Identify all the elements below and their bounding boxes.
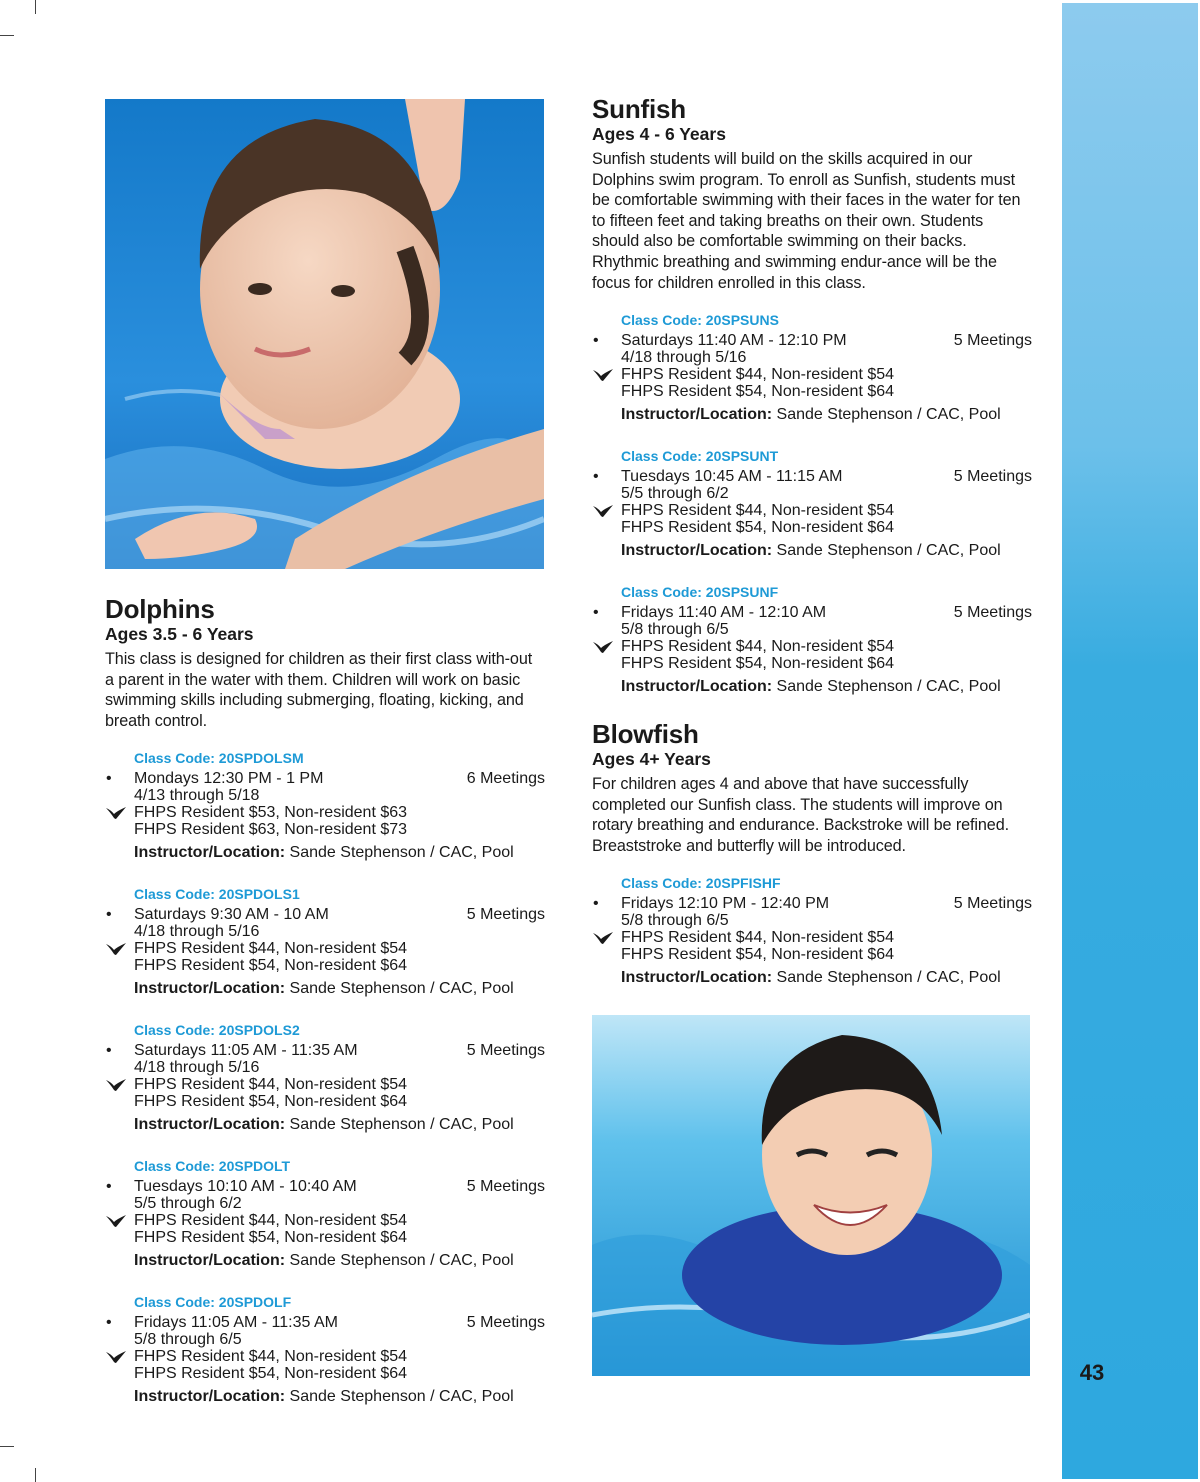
instructor-value: Sande Stephenson / CAC, Pool bbox=[285, 1388, 514, 1406]
instructor-value: Sande Stephenson / CAC, Pool bbox=[285, 1252, 514, 1270]
session-meetings: 5 Meetings bbox=[953, 332, 1032, 350]
fish-tail-icon bbox=[592, 368, 614, 382]
session-time-row bbox=[593, 604, 1032, 622]
instructor-label: Instructor/Location: bbox=[621, 406, 773, 424]
class-code: Class Code: 20SPDOLS2 bbox=[134, 1022, 300, 1039]
dolphins-description: This class is designed for children as their first class with-out a parent in the water with them. Children will work on basic swimming skills including submerging, floating, kicking, and breath control. bbox=[105, 650, 533, 730]
crop-mark bbox=[0, 35, 14, 36]
class-code: Class Code: 20SPFISHF bbox=[621, 875, 781, 892]
class-session bbox=[106, 1157, 545, 1271]
instructor-label: Instructor/Location: bbox=[134, 1388, 286, 1406]
crop-mark bbox=[0, 1446, 14, 1447]
session-meetings: 5 Meetings bbox=[466, 1314, 545, 1332]
session-meetings: 5 Meetings bbox=[953, 604, 1032, 622]
session-price-row bbox=[621, 638, 1032, 655]
session-price-1: FHPS Resident $44, Non-resident $54 bbox=[621, 638, 895, 656]
bullet-dot-icon: • bbox=[106, 770, 112, 788]
class-session bbox=[106, 885, 545, 999]
class-code: Class Code: 20SPDOLF bbox=[134, 1294, 292, 1311]
session-dates: 5/8 through 6/5 bbox=[621, 912, 729, 930]
blowfish-description: For children ages 4 and above that have successfully completed our Sunfish class. The students will improve on rotary breathing and endurance. Backstroke will be refined. Breaststroke and butterfly will be introduced. bbox=[592, 775, 1010, 855]
session-meetings: 5 Meetings bbox=[466, 1042, 545, 1060]
session-price-2: FHPS Resident $63, Non-resident $73 bbox=[134, 821, 408, 839]
fish-tail-icon bbox=[105, 942, 127, 956]
session-price-1: FHPS Resident $44, Non-resident $54 bbox=[134, 1212, 408, 1230]
instructor-label: Instructor/Location: bbox=[621, 678, 773, 696]
instructor-label: Instructor/Location: bbox=[621, 969, 773, 987]
instructor-value: Sande Stephenson / CAC, Pool bbox=[772, 969, 1001, 987]
fish-tail-icon bbox=[105, 1214, 127, 1228]
session-price-row bbox=[134, 940, 545, 957]
class-session bbox=[593, 874, 1032, 988]
instructor-value: Sande Stephenson / CAC, Pool bbox=[772, 678, 1001, 696]
instructor-value: Sande Stephenson / CAC, Pool bbox=[285, 844, 514, 862]
session-time-row bbox=[106, 1042, 545, 1060]
photo-girl-swimming bbox=[105, 99, 544, 569]
bullet-dot-icon: • bbox=[593, 468, 599, 486]
dolphins-sessions bbox=[105, 749, 545, 1407]
session-dates: 5/5 through 6/2 bbox=[134, 1195, 242, 1213]
instructor-location bbox=[134, 1115, 545, 1135]
instructor-location bbox=[134, 1387, 545, 1407]
page-sidebar-band bbox=[1062, 3, 1198, 1479]
session-time: Saturdays 9:30 AM - 10 AM bbox=[134, 906, 329, 924]
instructor-location bbox=[621, 405, 1032, 425]
session-price-row bbox=[134, 1076, 545, 1093]
session-price-2: FHPS Resident $54, Non-resident $64 bbox=[621, 655, 895, 673]
session-price-1: FHPS Resident $44, Non-resident $54 bbox=[134, 940, 408, 958]
class-session bbox=[593, 447, 1032, 561]
instructor-label: Instructor/Location: bbox=[134, 1252, 286, 1270]
session-time: Fridays 12:10 PM - 12:40 PM bbox=[621, 895, 830, 913]
session-time: Fridays 11:40 AM - 12:10 AM bbox=[621, 604, 827, 622]
class-session bbox=[593, 583, 1032, 697]
instructor-location bbox=[134, 1251, 545, 1271]
bullet-dot-icon: • bbox=[593, 895, 599, 913]
instructor-value: Sande Stephenson / CAC, Pool bbox=[285, 1116, 514, 1134]
bullet-dot-icon: • bbox=[106, 1042, 112, 1060]
blowfish-sessions bbox=[592, 874, 1032, 988]
dolphins-section bbox=[105, 594, 545, 1407]
sunfish-ages: Ages 4 - 6 Years bbox=[592, 124, 726, 144]
crop-mark bbox=[35, 0, 36, 14]
dolphins-ages: Ages 3.5 - 6 Years bbox=[105, 624, 254, 644]
instructor-location bbox=[134, 979, 545, 999]
session-time: Fridays 11:05 AM - 11:35 AM bbox=[134, 1314, 338, 1332]
session-price-2: FHPS Resident $54, Non-resident $64 bbox=[621, 946, 895, 964]
session-time-row bbox=[106, 770, 545, 788]
instructor-label: Instructor/Location: bbox=[134, 1116, 286, 1134]
instructor-label: Instructor/Location: bbox=[621, 542, 773, 560]
session-price-row bbox=[621, 502, 1032, 519]
class-code: Class Code: 20SPDOLT bbox=[134, 1158, 291, 1175]
blowfish-section bbox=[592, 719, 1032, 988]
session-price-1: FHPS Resident $44, Non-resident $54 bbox=[621, 366, 895, 384]
session-time-row bbox=[106, 1314, 545, 1332]
session-meetings: 6 Meetings bbox=[466, 770, 545, 788]
session-time-row bbox=[593, 895, 1032, 913]
session-dates: 4/18 through 5/16 bbox=[134, 1059, 260, 1077]
photo-boy-swimming bbox=[592, 1015, 1030, 1376]
session-price-2: FHPS Resident $54, Non-resident $64 bbox=[134, 1093, 408, 1111]
blowfish-ages: Ages 4+ Years bbox=[592, 749, 711, 769]
class-code: Class Code: 20SPSUNF bbox=[621, 584, 779, 601]
class-session bbox=[106, 749, 545, 863]
instructor-value: Sande Stephenson / CAC, Pool bbox=[772, 406, 1001, 424]
session-dates: 4/13 through 5/18 bbox=[134, 787, 260, 805]
session-price-2: FHPS Resident $54, Non-resident $64 bbox=[134, 957, 408, 975]
page-number: 43 bbox=[1079, 1360, 1105, 1385]
session-price-2: FHPS Resident $54, Non-resident $64 bbox=[134, 1365, 408, 1383]
session-dates: 4/18 through 5/16 bbox=[621, 349, 747, 367]
crop-mark bbox=[35, 1468, 36, 1482]
session-price-row bbox=[134, 804, 545, 821]
fish-tail-icon bbox=[592, 931, 614, 945]
session-time: Tuesdays 10:10 AM - 10:40 AM bbox=[134, 1178, 357, 1196]
session-price-1: FHPS Resident $44, Non-resident $54 bbox=[134, 1076, 408, 1094]
session-time: Tuesdays 10:45 AM - 11:15 AM bbox=[621, 468, 843, 486]
fish-tail-icon bbox=[105, 1350, 127, 1364]
class-session bbox=[106, 1021, 545, 1135]
session-price-row bbox=[134, 1212, 545, 1229]
session-price-1: FHPS Resident $53, Non-resident $63 bbox=[134, 804, 408, 822]
instructor-label: Instructor/Location: bbox=[134, 844, 286, 862]
class-code: Class Code: 20SPDOLSM bbox=[134, 750, 304, 767]
session-price-1: FHPS Resident $44, Non-resident $54 bbox=[621, 929, 895, 947]
fish-tail-icon bbox=[105, 806, 127, 820]
bullet-dot-icon: • bbox=[106, 1178, 112, 1196]
instructor-label: Instructor/Location: bbox=[134, 980, 286, 998]
session-price-1: FHPS Resident $44, Non-resident $54 bbox=[134, 1348, 408, 1366]
class-session bbox=[593, 311, 1032, 425]
bullet-dot-icon: • bbox=[593, 604, 599, 622]
instructor-location bbox=[134, 843, 545, 863]
sunfish-title: Sunfish bbox=[592, 94, 686, 124]
blowfish-title: Blowfish bbox=[592, 719, 699, 749]
sunfish-section bbox=[592, 94, 1032, 697]
class-code: Class Code: 20SPDOLS1 bbox=[134, 886, 300, 903]
session-price-2: FHPS Resident $54, Non-resident $64 bbox=[621, 383, 895, 401]
class-code: Class Code: 20SPSUNT bbox=[621, 448, 779, 465]
session-price-1: FHPS Resident $44, Non-resident $54 bbox=[621, 502, 895, 520]
session-time-row bbox=[593, 468, 1032, 486]
session-dates: 5/5 through 6/2 bbox=[621, 485, 729, 503]
session-meetings: 5 Meetings bbox=[466, 906, 545, 924]
instructor-value: Sande Stephenson / CAC, Pool bbox=[772, 542, 1001, 560]
session-price-row bbox=[621, 929, 1032, 946]
sunfish-description: Sunfish students will build on the skills acquired in our Dolphins swim program. To enroll as Sunfish, students must be comfortable swimming with their faces in the water for ten to fifteen feet and taking breaths on their own. Students should also be comfortable swimming on their backs. Rhythmic breathing and swimming endur-ance will be the focus for children enrolled in this class. bbox=[592, 150, 1021, 292]
session-time-row bbox=[106, 1178, 545, 1196]
session-time: Mondays 12:30 PM - 1 PM bbox=[134, 770, 324, 788]
bullet-dot-icon: • bbox=[106, 1314, 112, 1332]
instructor-location bbox=[621, 968, 1032, 988]
session-dates: 4/18 through 5/16 bbox=[134, 923, 260, 941]
bullet-dot-icon: • bbox=[106, 906, 112, 924]
session-dates: 5/8 through 6/5 bbox=[134, 1331, 242, 1349]
instructor-location bbox=[621, 677, 1032, 697]
session-time-row bbox=[106, 906, 545, 924]
bullet-dot-icon: • bbox=[593, 332, 599, 350]
session-meetings: 5 Meetings bbox=[953, 468, 1032, 486]
session-time: Saturdays 11:05 AM - 11:35 AM bbox=[134, 1042, 358, 1060]
sunfish-sessions bbox=[592, 311, 1032, 697]
session-meetings: 5 Meetings bbox=[953, 895, 1032, 913]
dolphins-title: Dolphins bbox=[105, 594, 215, 624]
instructor-value: Sande Stephenson / CAC, Pool bbox=[285, 980, 514, 998]
instructor-location bbox=[621, 541, 1032, 561]
session-dates: 5/8 through 6/5 bbox=[621, 621, 729, 639]
class-session bbox=[106, 1293, 545, 1407]
session-price-row bbox=[134, 1348, 545, 1365]
fish-tail-icon bbox=[592, 640, 614, 654]
session-meetings: 5 Meetings bbox=[466, 1178, 545, 1196]
session-price-2: FHPS Resident $54, Non-resident $64 bbox=[621, 519, 895, 537]
fish-tail-icon bbox=[105, 1078, 127, 1092]
session-time-row bbox=[593, 332, 1032, 350]
session-price-row bbox=[621, 366, 1032, 383]
session-price-2: FHPS Resident $54, Non-resident $64 bbox=[134, 1229, 408, 1247]
fish-tail-icon bbox=[592, 504, 614, 518]
session-time: Saturdays 11:40 AM - 12:10 PM bbox=[621, 332, 847, 350]
class-code: Class Code: 20SPSUNS bbox=[621, 312, 779, 329]
